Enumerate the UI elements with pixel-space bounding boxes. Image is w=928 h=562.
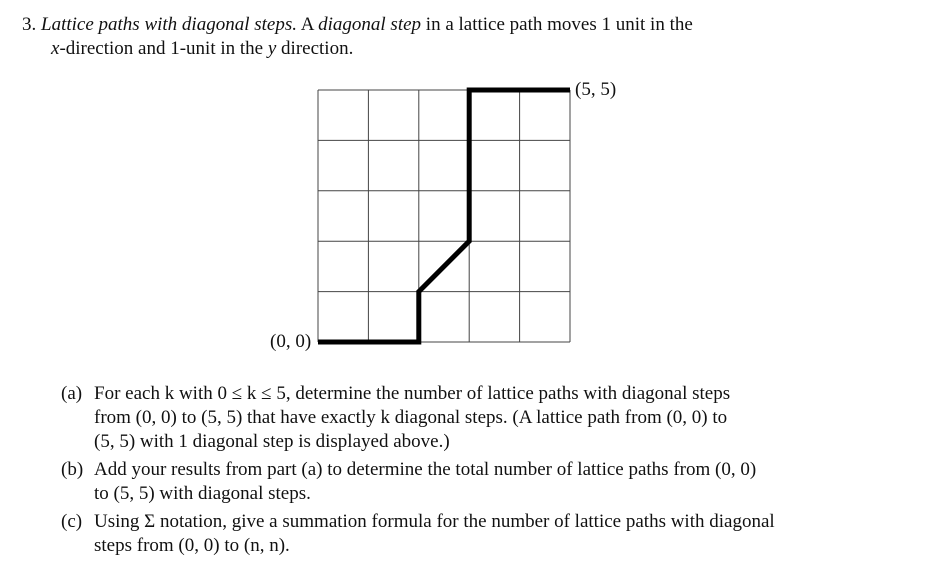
intro-line2-mid: -direction and 1-unit in the [59, 38, 264, 59]
part-a-line-3: (5, 5) with 1 diagonal step is displayed above.) [94, 431, 450, 452]
intro-line2-end: direction. [281, 38, 354, 59]
part-a-line-2: from (0, 0) to (5, 5) that have exactly k diagonal steps. (A lattice path from (0, 0) to [94, 407, 728, 428]
part-b-line-1: Add your results from part (a) to determine the total number of lattice paths from (0, 0) [94, 459, 757, 480]
lattice-path [318, 90, 570, 342]
part-b-line-2: to (5, 5) with diagonal steps. [94, 483, 311, 504]
intro-var-x: x [51, 38, 60, 59]
end-point-label: (5, 5) [575, 79, 617, 100]
lattice-grid [318, 90, 570, 342]
intro-line1-rest: in a lattice path moves 1 unit in the [425, 14, 693, 35]
intro-term: diagonal step [318, 14, 422, 35]
part-c-line-2: steps from (0, 0) to (n, n). [94, 535, 290, 556]
problem-number: 3. [22, 14, 37, 35]
intro-var-y: y [267, 38, 277, 59]
intro-prefix: A [300, 14, 314, 35]
start-point-label: (0, 0) [270, 331, 312, 352]
part-a-label: (a) [61, 383, 83, 404]
part-b-label: (b) [61, 459, 84, 480]
part-c-line-1: Using Σ notation, give a summation formula for the number of lattice paths with diagonal [94, 511, 775, 532]
part-c-label: (c) [61, 511, 83, 532]
problem-title: Lattice paths with diagonal steps. [41, 14, 297, 35]
part-a-line-1: For each k with 0 ≤ k ≤ 5, determine the number of lattice paths with diagonal steps [94, 383, 731, 404]
